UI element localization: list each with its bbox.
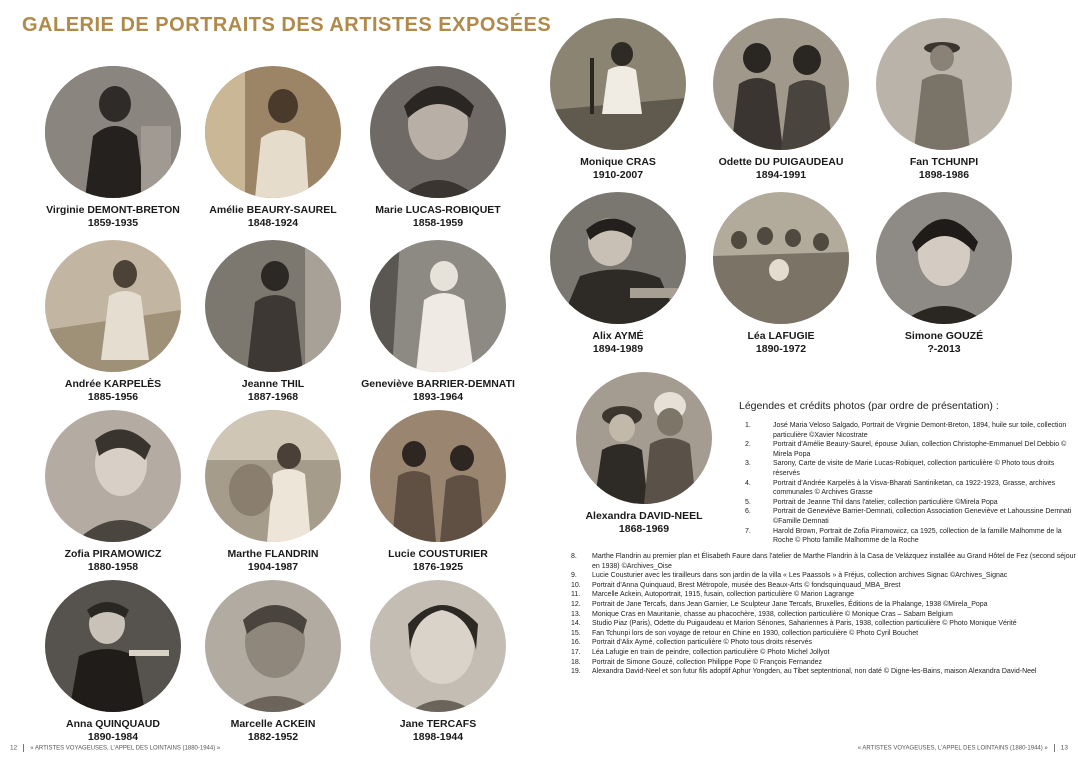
artist-years: 1868-1969 — [618, 523, 670, 535]
portrait-photo — [370, 410, 506, 542]
footer-divider — [23, 744, 24, 752]
portrait-photo — [370, 580, 506, 712]
credit-item: 19. Alexandra David-Neel et son futur fils adoptif Aphur Yongden, au Tibet septentrional, non daté © Digne-les-Bains, maison Alexandra David-Neel — [571, 668, 1037, 676]
page-footer — [10, 744, 220, 752]
artist-card — [353, 410, 523, 574]
artist-card — [188, 66, 358, 230]
page-title: GALERIE DE PORTRAITS DES ARTISTES EXPOSÉES — [22, 14, 552, 36]
credit-item: 18. Portrait de Simone Gouzé, collection Philippe Pope © François Fernandez — [571, 658, 823, 666]
portrait-photo — [205, 240, 341, 372]
artist-card — [533, 18, 703, 182]
portrait-photo — [876, 18, 1012, 150]
page-footer — [858, 744, 1068, 752]
artist-years: 1858-1959 — [412, 217, 464, 229]
credit-item: 16. Portrait d'Alix Aymé, collection particulière © Photo tous droits réservés — [571, 639, 812, 647]
artist-name: Léa LAFUGIE — [747, 330, 815, 342]
artist-name: Marthe FLANDRIN — [227, 548, 319, 560]
artist-card — [696, 18, 866, 182]
artist-name: Marie LUCAS-ROBIQUET — [375, 204, 501, 216]
credit-item: 3. Sarony, Carte de visite de Marie Lucas-Robiquet, collection particulière © Photo tous droits réservés — [745, 460, 1055, 477]
credit-item: 4. Portrait d'Andrée Karpelès à la Visva-Bharati Santiniketan, ca 1922-1923, Grasse, archives communales © Archives Grasse — [745, 479, 1056, 497]
artist-years: 1890-1984 — [87, 731, 139, 743]
artist-card — [859, 18, 1029, 182]
credit-item: 13. Monique Cras en Mauritanie, chasse au phacochère, 1938, collection particulière © Monique Cras – Sabam Belgium — [571, 610, 953, 618]
artist-name: Alexandra DAVID-NEEL — [585, 510, 703, 522]
artist-name: Andrée KARPELÈS — [64, 378, 162, 390]
right-page — [539, 0, 1078, 757]
artist-card — [188, 410, 358, 574]
artist-name: Monique CRAS — [580, 156, 656, 168]
portrait-photo — [576, 372, 712, 504]
artist-card — [188, 580, 358, 744]
artist-name: Lucie COUSTURIER — [388, 548, 488, 560]
artist-card — [533, 192, 703, 356]
artist-card — [28, 410, 198, 574]
artist-card — [353, 240, 523, 404]
credits-list-continued — [571, 552, 1076, 677]
artist-years: 1910-2007 — [592, 169, 644, 181]
artist-years: 1890-1972 — [755, 343, 807, 355]
artist-card — [353, 580, 523, 744]
portrait-photo — [713, 192, 849, 324]
credit-item: 12. Portrait de Jane Tercafs, dans Jean Garnier, Le Sculpteur Jane Tercafs, Bruxelles, Éditions de la Phalange, 1938 ©Mirela_Popa — [571, 600, 988, 608]
credit-item: 1. José Maria Veloso Salgado, Portrait de Virginie Demont-Breton, 1894, huile sur toile, collection particulière ©Xavier Nicostrate — [745, 422, 1067, 439]
credit-item: 5. Portrait de Jeanne Thil dans l'atelier, collection particulière ©Mirela Popa — [745, 498, 998, 506]
portrait-photo — [876, 192, 1012, 324]
artist-years: 1848-1924 — [247, 217, 299, 229]
artist-years: 1898-1986 — [918, 169, 970, 181]
artist-name: Jane TERCAFS — [399, 718, 477, 730]
portrait-photo — [205, 410, 341, 542]
page-number: 12 — [10, 744, 18, 752]
artist-years: 1894-1991 — [755, 169, 807, 181]
artist-years: 1887-1968 — [247, 391, 299, 403]
artist-years: 1876-1925 — [412, 561, 464, 573]
artist-years: 1893-1964 — [412, 391, 464, 403]
artist-card — [859, 192, 1029, 356]
credit-item: 10. Portrait d'Anna Quinquaud, Brest Métropole, musée des Beaux-Arts © fondsquinquaud_MBA_Brest — [571, 581, 901, 589]
credit-item: 2. Portrait d'Amélie Beaury-Saurel, épouse Julian, collection Christophe-Emmanuel Del Debbio © Mirela Popa — [745, 441, 1067, 458]
artist-name: Marcelle ACKEIN — [230, 718, 316, 730]
artist-name: Amélie BEAURY-SAUREL — [209, 204, 337, 216]
portrait-photo — [370, 240, 506, 372]
credit-item: 9. Lucie Cousturier avec les tirailleurs dans son jardin de la villa « Les Paassols » à Fréjus, collection archives Signac ©Archives_Signac — [571, 572, 1008, 580]
artist-name: Anna QUINQUAUD — [66, 718, 160, 730]
portrait-photo — [45, 66, 181, 198]
artist-name: Virginie DEMONT-BRETON — [46, 204, 180, 216]
artist-name: Fan TCHUNPI — [909, 156, 979, 168]
page-number: 13 — [1060, 744, 1068, 752]
credit-item: 15. Fan Tchunpi lors de son voyage de retour en Chine en 1930, collection particulière © Photo Cyril Bouchet — [571, 629, 919, 637]
artist-years: 1894-1989 — [592, 343, 644, 355]
artist-name: Zofia PIRAMOWICZ — [64, 548, 162, 560]
artist-years: ?-2013 — [927, 343, 961, 355]
portrait-photo — [370, 66, 506, 198]
artist-card — [188, 240, 358, 404]
artist-card — [559, 372, 729, 536]
artist-card — [353, 66, 523, 230]
portrait-photo — [550, 18, 686, 150]
artist-name: Odette DU PUIGAUDEAU — [718, 156, 844, 168]
artist-years: 1859-1935 — [87, 217, 139, 229]
credits-title: Légendes et crédits photos (par ordre de présentation) : — [739, 400, 999, 412]
artist-name: Simone GOUZÉ — [904, 330, 984, 342]
footer-title: « ARTISTES VOYAGEUSES, L'APPEL DES LOINTAINS (1880-1944) » — [30, 745, 221, 752]
artist-card — [28, 66, 198, 230]
portrait-photo — [45, 240, 181, 372]
portrait-photo — [205, 66, 341, 198]
artist-card — [28, 240, 198, 404]
artist-card — [28, 580, 198, 744]
credit-item: 14. Studio Piaz (Paris), Odette du Puigaudeau et Marion Sénones, Sahariennes à Paris, 1938, collection particulière © Photo Monique Vérité — [571, 620, 1017, 628]
credit-item: 11. Marcelle Ackein, Autoportrait, 1915, fusain, collection particulière © Marion Lagrange — [571, 591, 854, 599]
credit-item: 7. Harold Brown, Portrait de Zofia Piramowicz, ca 1925, collection de la famille Malhomme de la Roche © Photo famille Malhomme de la Roche — [745, 527, 1062, 545]
artist-name: Geneviève BARRIER-DEMNATI — [361, 378, 515, 390]
portrait-photo — [713, 18, 849, 150]
credit-item: 6. Portrait de Geneviève Barrier-Demnati, collection Association Geneviève et Lahoussine Demnati ©Famille Demnati — [745, 508, 1072, 525]
credit-item: 8. Marthe Flandrin au premier plan et Élisabeth Faure dans l'atelier de Marthe Flandrin à la Casa de Velázquez installée au Grand Hôtel de Fez (second séjour en 1938) ©Archives_Oise — [571, 553, 1076, 570]
portrait-photo — [550, 192, 686, 324]
artist-years: 1904-1987 — [247, 561, 299, 573]
artist-name: Jeanne THIL — [241, 378, 305, 390]
portrait-photo — [45, 410, 181, 542]
artist-name: Alix AYMÉ — [592, 330, 644, 342]
artist-years: 1885-1956 — [87, 391, 139, 403]
artist-card — [696, 192, 866, 356]
portrait-photo — [205, 580, 341, 712]
credit-item: 17. Léa Lafugie en train de peindre, collection particulière © Photo Michel Jollyot — [571, 648, 830, 656]
credits-list — [739, 421, 1074, 546]
artist-years: 1898-1944 — [412, 731, 464, 743]
footer-divider — [1054, 744, 1055, 752]
artist-years: 1882-1952 — [247, 731, 299, 743]
footer-title: « ARTISTES VOYAGEUSES, L'APPEL DES LOINTAINS (1880-1944) » — [857, 745, 1048, 752]
portrait-photo — [45, 580, 181, 712]
artist-years: 1880-1958 — [87, 561, 139, 573]
